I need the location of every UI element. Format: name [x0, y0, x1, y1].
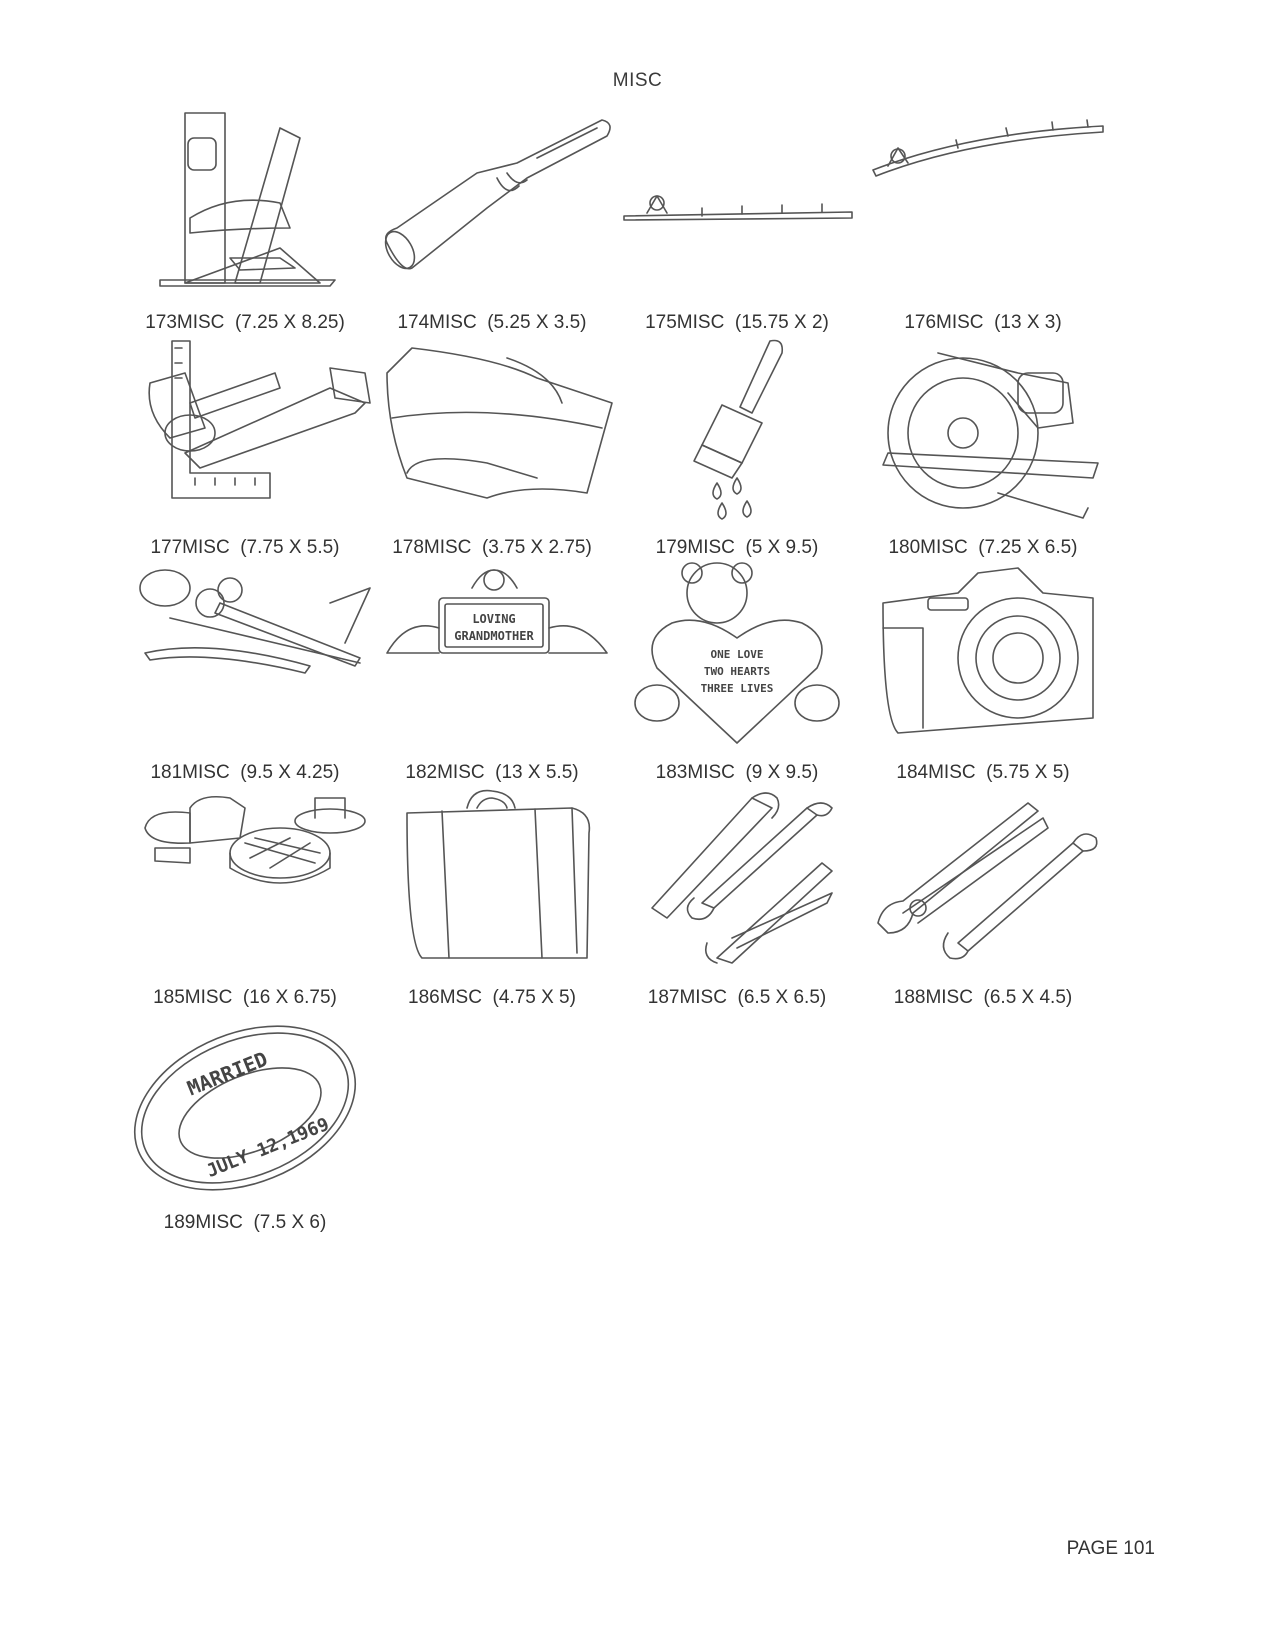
- catalog-item: [120, 783, 370, 1008]
- bread-pie-icon: [130, 783, 360, 968]
- heart-line-2: TWO HEARTS: [703, 665, 771, 678]
- sewing-scissors-icon: [130, 558, 360, 743]
- item-caption: 177MISC (7.75 X 5.5): [150, 537, 340, 558]
- suitcase-icon: [377, 783, 607, 968]
- catalog-item: [367, 333, 617, 558]
- item-caption: 189MISC (7.5 X 6): [163, 1212, 327, 1233]
- circular-saw-icon: [868, 333, 1098, 518]
- catalog-item: [367, 783, 617, 1008]
- teddy-bear-heart-icon: [622, 558, 852, 743]
- catalog-item: [858, 108, 1108, 333]
- catalog-item: [858, 783, 1108, 1008]
- grandmother-plaque-icon: [377, 558, 607, 743]
- catalog-item: [612, 333, 862, 558]
- item-caption: 174MISC (5.25 X 3.5): [397, 312, 587, 333]
- catalog-item: [612, 558, 862, 783]
- heart-line-3: THREE LIVES: [700, 682, 774, 695]
- hammer-saw-square-icon: [130, 333, 360, 518]
- item-caption: 183MISC (9 X 9.5): [655, 762, 819, 783]
- married-text: MARRIED: [183, 1046, 271, 1101]
- item-caption: 186MSC (4.75 X 5): [408, 987, 576, 1008]
- married-oval-icon: [130, 1008, 360, 1193]
- catalog-item: [858, 333, 1108, 558]
- item-caption: 185MISC (16 X 6.75): [153, 987, 337, 1008]
- date-text: JULY 12,1969: [203, 1113, 333, 1182]
- screwdriver-wrench-pliers-icon: [622, 783, 852, 968]
- catalog-item: [367, 108, 617, 333]
- duck-call-icon: [377, 108, 607, 293]
- item-caption: 180MISC (7.25 X 6.5): [888, 537, 1078, 558]
- fishing-rod-bent-icon: [868, 108, 1098, 293]
- page-number: PAGE 101: [1066, 1538, 1155, 1559]
- catalog-item: [612, 108, 862, 333]
- camera-icon: [868, 558, 1098, 743]
- carpentry-tools-icon: [130, 108, 360, 293]
- item-caption: 187MISC (6.5 X 6.5): [647, 987, 827, 1008]
- plaque-line-1: LOVING: [472, 612, 516, 626]
- item-caption: 184MISC (5.75 X 5): [896, 762, 1070, 783]
- heart-line-1: ONE LOVE: [710, 648, 764, 661]
- plaque-line-2: GRANDMOTHER: [454, 629, 534, 643]
- item-caption: 182MISC (13 X 5.5): [405, 762, 579, 783]
- item-caption: 179MISC (5 X 9.5): [655, 537, 819, 558]
- item-caption: 175MISC (15.75 X 2): [645, 312, 829, 333]
- fishing-rod-icon: [622, 108, 852, 293]
- catalog-item: [120, 108, 370, 333]
- item-caption: 176MISC (13 X 3): [904, 312, 1062, 333]
- catalog-item: [367, 558, 617, 783]
- item-caption: 173MISC (7.25 X 8.25): [145, 312, 345, 333]
- item-caption: 188MISC (6.5 X 4.5): [893, 987, 1073, 1008]
- page-title: MISC: [612, 70, 663, 91]
- catalog-item: [612, 783, 862, 1008]
- catalog-item: [858, 558, 1108, 783]
- catalog-item: [120, 1008, 370, 1233]
- nurse-cap-icon: [377, 333, 607, 518]
- item-caption: 178MISC (3.75 X 2.75): [392, 537, 592, 558]
- item-caption: 181MISC (9.5 X 4.25): [150, 762, 340, 783]
- paint-brush-icon: [622, 333, 852, 518]
- catalog-item: [120, 558, 370, 783]
- catalog-item: [120, 333, 370, 558]
- pliers-wrench-icon: [868, 783, 1098, 968]
